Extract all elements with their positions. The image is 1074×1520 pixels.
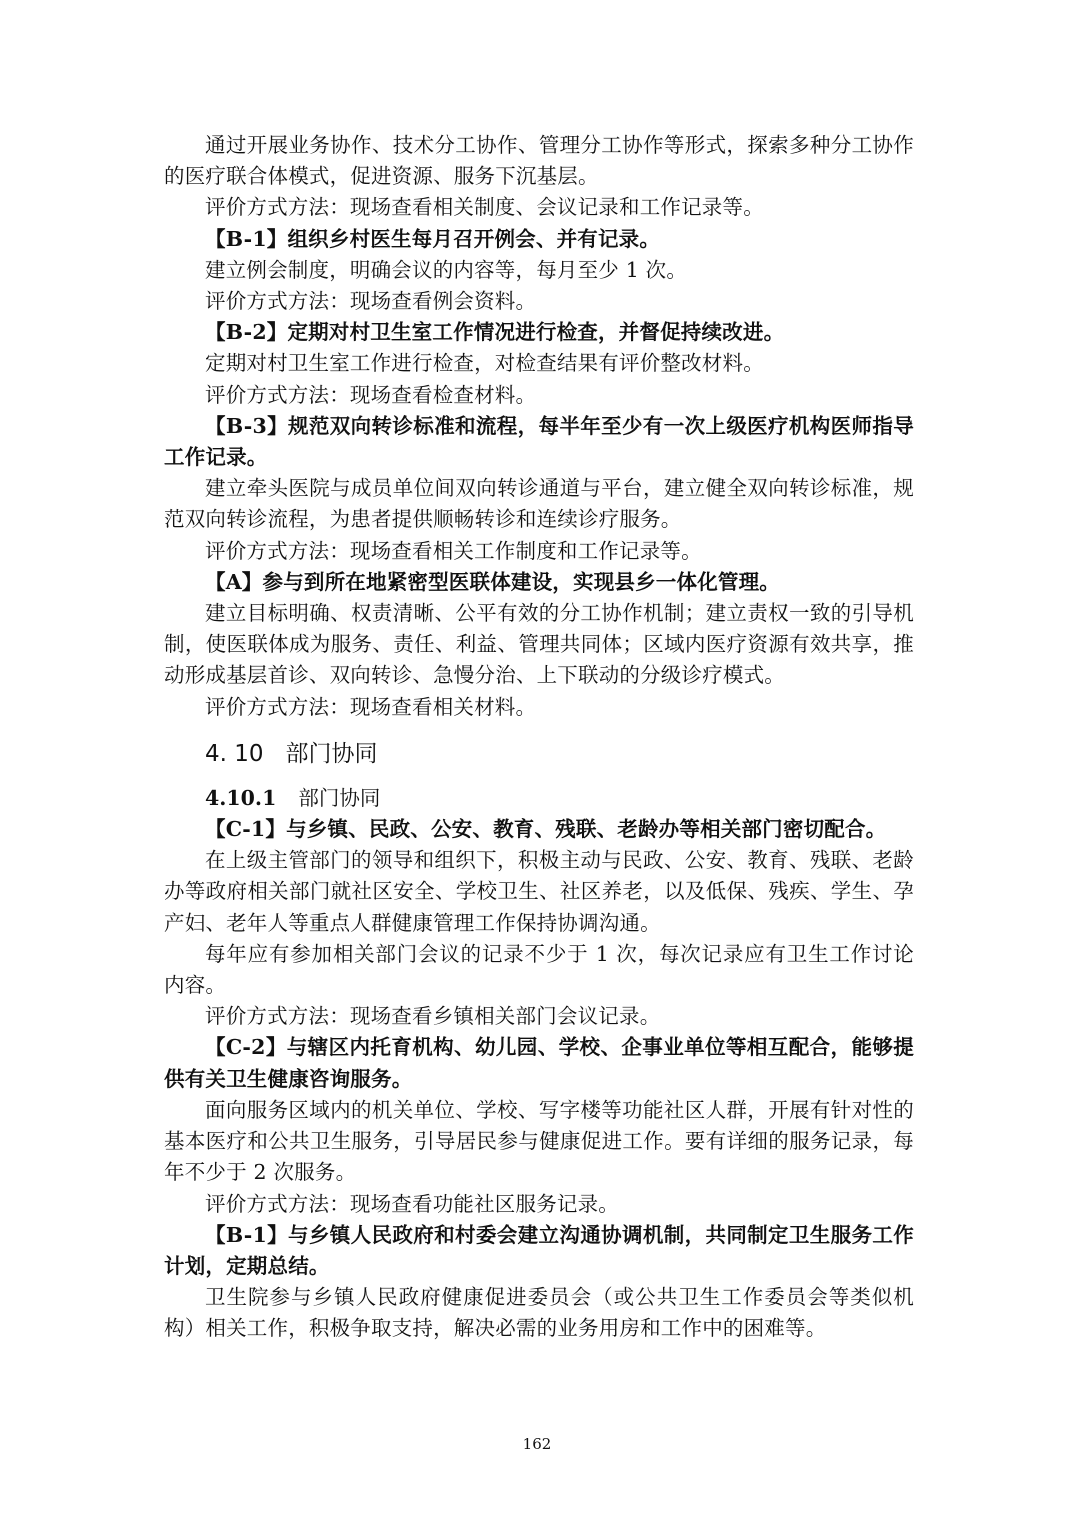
criterion-heading: 【C-1】与乡镇、民政、公安、教育、残联、老龄办等相关部门密切配合。 (205, 817, 887, 842)
body-paragraph: 卫生院参与乡镇人民政府健康促进委员会（或公共卫生工作委员会等类似机构）相关工作，积极争取支持，解决必需的业务用房和工作中的困难等。 (164, 1285, 914, 1341)
body-paragraph: 评价方式方法：现场查看乡镇相关部门会议记录。 (205, 1004, 661, 1029)
page-number: 162 (522, 1435, 552, 1453)
body-paragraph: 评价方式方法：现场查看例会资料。 (205, 289, 537, 314)
subsection-number: 4.10.1 (205, 785, 277, 810)
body-paragraph: 建立牵头医院与成员单位间双向转诊通道与平台，建立健全双向转诊标准，规范双向转诊流程，为患者提供顺畅转诊和连续诊疗服务。 (164, 476, 914, 532)
subsection-heading (164, 783, 914, 814)
section-title: 部门协同 (285, 740, 378, 767)
body-paragraph: 每年应有参加相关部门会议的记录不少于 1 次，每次记录应有卫生工作讨论内容。 (164, 941, 914, 998)
body-paragraph: 评价方式方法：现场查看功能社区服务记录。 (205, 1191, 619, 1216)
body-paragraph: 面向服务区域内的机关单位、学校、写字楼等功能社区人群，开展有针对性的基本医疗和公共卫生服务，引导居民参与健康促进工作。要有详细的服务记录，每年不少于 2 次服务。 (164, 1097, 914, 1185)
criterion-heading: 【B-3】规范双向转诊标准和流程，每半年至少有一次上级医疗机构医师指导工作记录。 (164, 413, 914, 470)
criterion-heading: 【B-1】组织乡村医生每月召开例会、并有记录。 (205, 226, 661, 251)
body-paragraph: 评价方式方法：现场查看相关制度、会议记录和工作记录等。 (205, 195, 764, 220)
body-paragraph: 评价方式方法：现场查看相关材料。 (205, 694, 537, 719)
section-heading (164, 737, 914, 771)
paragraph-group-1 (164, 130, 914, 723)
body-paragraph: 在上级主管部门的领导和组织下，积极主动与民政、公安、教育、残联、老龄办等政府相关部门就社区安全、学校卫生、社区养老，以及低保、残疾、学生、孕产妇、老年人等重点人群健康管理工作保持协调沟通。 (164, 848, 914, 935)
criterion-heading: 【B-1】与乡镇人民政府和村委会建立沟通协调机制，共同制定卫生服务工作计划，定期总结。 (164, 1222, 914, 1278)
paragraph-group-2 (164, 814, 914, 1344)
criterion-heading: 【B-2】定期对村卫生室工作情况进行检查，并督促持续改进。 (205, 320, 785, 345)
body-paragraph: 评价方式方法：现场查看相关工作制度和工作记录等。 (205, 538, 702, 563)
body-paragraph: 建立例会制度，明确会议的内容等，每月至少 1 次。 (205, 257, 688, 282)
subsection-title: 部门协同 (298, 785, 381, 810)
body-paragraph: 评价方式方法：现场查看检查材料。 (205, 382, 537, 407)
criterion-heading: 【C-2】与辖区内托育机构、幼儿园、学校、企事业单位等相互配合，能够提供有关卫生健康咨询服务。 (164, 1035, 914, 1091)
criterion-heading: 【A】参与到所在地紧密型医联体建设，实现县乡一体化管理。 (205, 569, 781, 594)
body-paragraph: 建立目标明确、权责清晰、公平有效的分工协作机制；建立责权一致的引导机制，使医联体成为服务、责任、利益、管理共同体；区域内医疗资源有效共享，推动形成基层首诊、双向转诊、急慢分治、上下联动的分级诊疗模式。 (164, 601, 914, 688)
page-content (164, 130, 914, 1345)
body-paragraph: 通过开展业务协作、技术分工协作、管理分工协作等形式，探索多种分工协作的医疗联合体模式，促进资源、服务下沉基层。 (164, 133, 914, 189)
section-number: 4. 10 (205, 740, 264, 767)
body-paragraph: 定期对村卫生室工作进行检查，对检查结果有评价整改材料。 (205, 351, 764, 376)
